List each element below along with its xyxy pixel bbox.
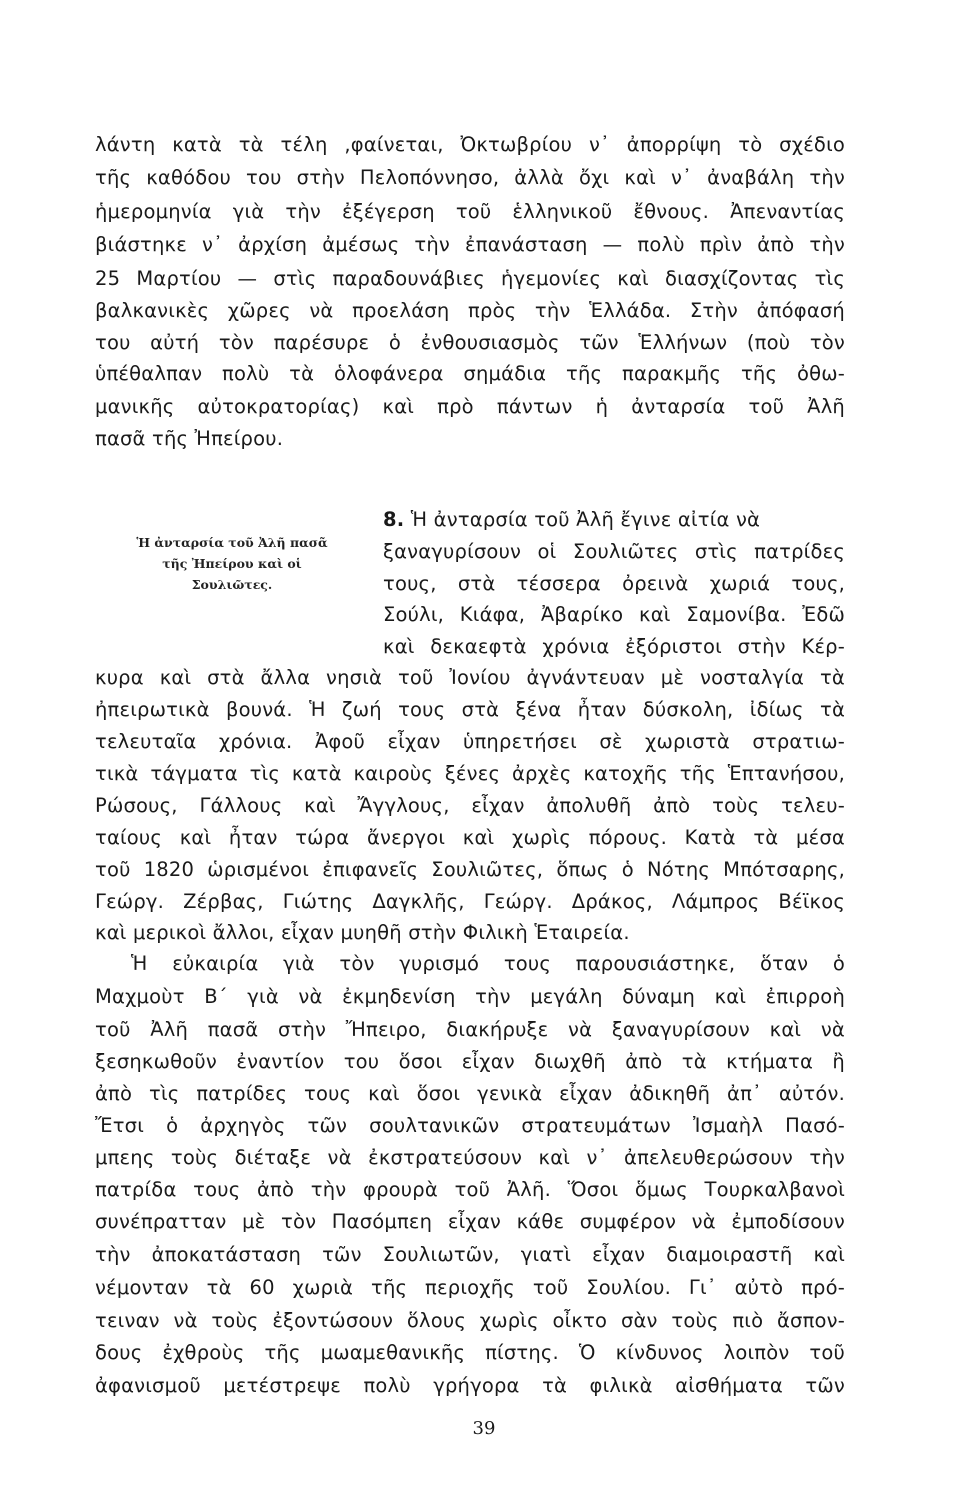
text-line: καὶ δεκαεφτὰ χρόνια ἐξόριστοι στὴν Κέρ- <box>383 635 845 658</box>
text-line: του αὐτή τὸν παρέσυρε ὁ ἐνθουσιασμὸς τῶν Ἑλλήνων (ποὺ τὸν <box>95 331 845 354</box>
text-line: Ρώσους, Γάλλους καὶ Ἄγγλους, εἶχαν ἀπολυθῆ ἀπὸ τοὺς τελευ- <box>95 794 845 817</box>
text-line: Γεώργ. Ζέρβας, Γιώτης Δαγκλῆς, Γεώργ. Δράκος, Λάμπρος Βέϊκος <box>95 890 845 913</box>
text-line: 25 Μαρτίου — στὶς παραδουνάβιες ἡγεμονίες καὶ διασχίζοντας τὶς <box>95 267 845 290</box>
text-line: Μαχμοὺτ Β΄ γιὰ νὰ ἐκμηδενίση τὴν μεγάλη δύναμη καὶ ἐπιρροὴ <box>95 985 845 1008</box>
text-line: τοῦ Ἀλῆ πασᾶ στὴν Ἤπειρο, διακήρυξε νὰ ξαναγυρίσουν καὶ νὰ <box>95 1018 845 1041</box>
text-line: τὴν ἀποκατάσταση τῶν Σουλιωτῶν, γιατὶ εἶχαν διαμοιραστῆ καὶ <box>95 1243 845 1266</box>
text-line: καὶ μερικοὶ ἄλλοι, εἶχαν μυηθῆ στὴν Φιλικὴ Ἑταιρεία. <box>95 921 630 944</box>
page-number: 39 <box>472 1418 496 1439</box>
margin-note-line: Ἡ ἀνταρσία τοῦ Ἀλῆ πασᾶ <box>136 535 328 550</box>
text-line: τους, στὰ τέσσερα ὀρεινὰ χωριά τους, <box>383 572 845 595</box>
text-line: ἠπειρωτικὰ βουνά. Ἡ ζωή τους στὰ ξένα ἦταν δύσκολη, ἰδίως τὰ <box>95 698 845 721</box>
text-line: ἡμερομηνία γιὰ τὴν ἐξέγερση τοῦ ἑλληνικοῦ ἔθνους. Ἀπεναντίας <box>95 200 845 223</box>
text-line: πατρίδα τους ἀπὸ τὴν φρουρὰ τοῦ Ἀλῆ. Ὅσοι ὅμως Τουρκαλβανοὶ <box>95 1178 845 1201</box>
text-line: μανικῆς αὐτοκρατορίας) καὶ πρὸ πάντων ἡ ἀνταρσία τοῦ Ἀλῆ <box>95 395 845 418</box>
text-line: Ἡ εὐκαιρία γιὰ τὸν γυρισμό τους παρουσιάστηκε, ὅταν ὁ <box>131 952 845 975</box>
text-line: Ἔτσι ὁ ἀρχηγὸς τῶν σουλτανικῶν στρατευμάτων Ἰσμαὴλ Πασό- <box>95 1114 845 1137</box>
margin-note <box>112 532 352 595</box>
text-line: λάντη κατὰ τὰ τέλη ,φαίνεται, Ὀκτωβρίου ν᾿ ἀπορρίψη τὸ σχέδιο <box>95 133 845 156</box>
text-line: τοῦ 1820 ὡρισμένοι ἐπιφανεῖς Σουλιῶτες, ὅπως ὁ Νότης Μπότσαρης, <box>95 858 845 881</box>
margin-note-line: τῆς Ἠπείρου καὶ οἱ <box>162 556 302 571</box>
text-line: βαλκανικὲς χῶρες νὰ προελάση πρὸς τὴν Ἑλλάδα. Στὴν ἀπόφασή <box>95 299 845 322</box>
text-line: Σούλι, Κιάφα, Ἀβαρίκο καὶ Σαμονίβα. Ἐδῶ <box>383 603 845 626</box>
section-first-line <box>383 505 845 534</box>
text-line: βιάστηκε ν᾿ ἀρχίση ἀμέσως τὴν ἐπανάσταση — πολὺ πρὶν ἀπὸ τὴν <box>95 233 845 256</box>
text-line: ταίους καὶ ἦταν τώρα ἄνεργοι καὶ χωρὶς πόρους. Κατὰ τὰ μέσα <box>95 826 845 849</box>
text-line: ξεσηκωθοῦν ἐναντίον του ὅσοι εἶχαν διωχθῆ ἀπὸ τὰ κτήματα ἢ <box>95 1050 845 1073</box>
text-line: πασᾶ τῆς Ἠπείρου. <box>95 427 284 450</box>
text-line: ξαναγυρίσουν οἱ Σουλιῶτες στὶς πατρίδες <box>383 540 845 563</box>
text-line: τειναν νὰ τοὺς ἐξοντώσουν ὅλους χωρὶς οἶκτο σὰν τοὺς πιὸ ἄσπον- <box>95 1309 845 1332</box>
text-line: κυρα καὶ στὰ ἄλλα νησιὰ τοῦ Ἰονίου ἀγνάντευαν μὲ νοσταλγία τὰ <box>95 666 845 689</box>
text-line: ἀφανισμοῦ μετέστρεψε πολὺ γρήγορα τὰ φιλικὰ αἰσθήματα τῶν <box>95 1374 845 1397</box>
margin-note-line: Σουλιῶτες. <box>191 577 273 592</box>
text-line: τικὰ τάγματα τὶς κατὰ καιροὺς ξένες ἀρχὲς κατοχῆς τῆς Ἑπτανήσου, <box>95 762 845 785</box>
text-line: τῆς καθόδου του στὴν Πελοπόννησο, ἀλλὰ ὄχι καὶ ν᾿ ἀναβάλη τὴν <box>95 166 845 189</box>
text-line: συνέπρατταν μὲ τὸν Πασόμπεη εἶχαν κάθε συμφέρον νὰ ἐμποδίσουν <box>95 1210 845 1233</box>
text-line: ὑπέθαλπαν πολὺ τὰ ὁλοφάνερα σημάδια τῆς παρακμῆς τῆς ὀθω- <box>95 362 845 385</box>
text-line: ἀπὸ τὶς πατρίδες τους καὶ ὅσοι γενικὰ εἶχαν ἀδικηθῆ ἀπ᾿ αὐτόν. <box>95 1082 845 1105</box>
section-number: 8. <box>383 508 405 531</box>
section-heading-text: Ἡ ἀνταρσία τοῦ Ἀλῆ ἔγινε αἰτία νὰ <box>410 508 761 531</box>
text-line: νέμονταν τὰ 60 χωριὰ τῆς περιοχῆς τοῦ Σουλίου. Γι᾿ αὐτὸ πρό- <box>95 1276 845 1299</box>
text-line: τελευταῖα χρόνια. Ἀφοῦ εἶχαν ὑπηρετήσει σὲ χωριστὰ στρατιω- <box>95 730 845 753</box>
text-line: δους ἐχθροὺς τῆς μωαμεθανικῆς πίστης. Ὁ κίνδυνος λοιπὸν τοῦ <box>95 1341 845 1364</box>
text-line: μπεης τοὺς διέταξε νὰ ἐκστρατεύσουν καὶ ν᾿ ἀπελευθερώσουν τὴν <box>95 1146 845 1169</box>
